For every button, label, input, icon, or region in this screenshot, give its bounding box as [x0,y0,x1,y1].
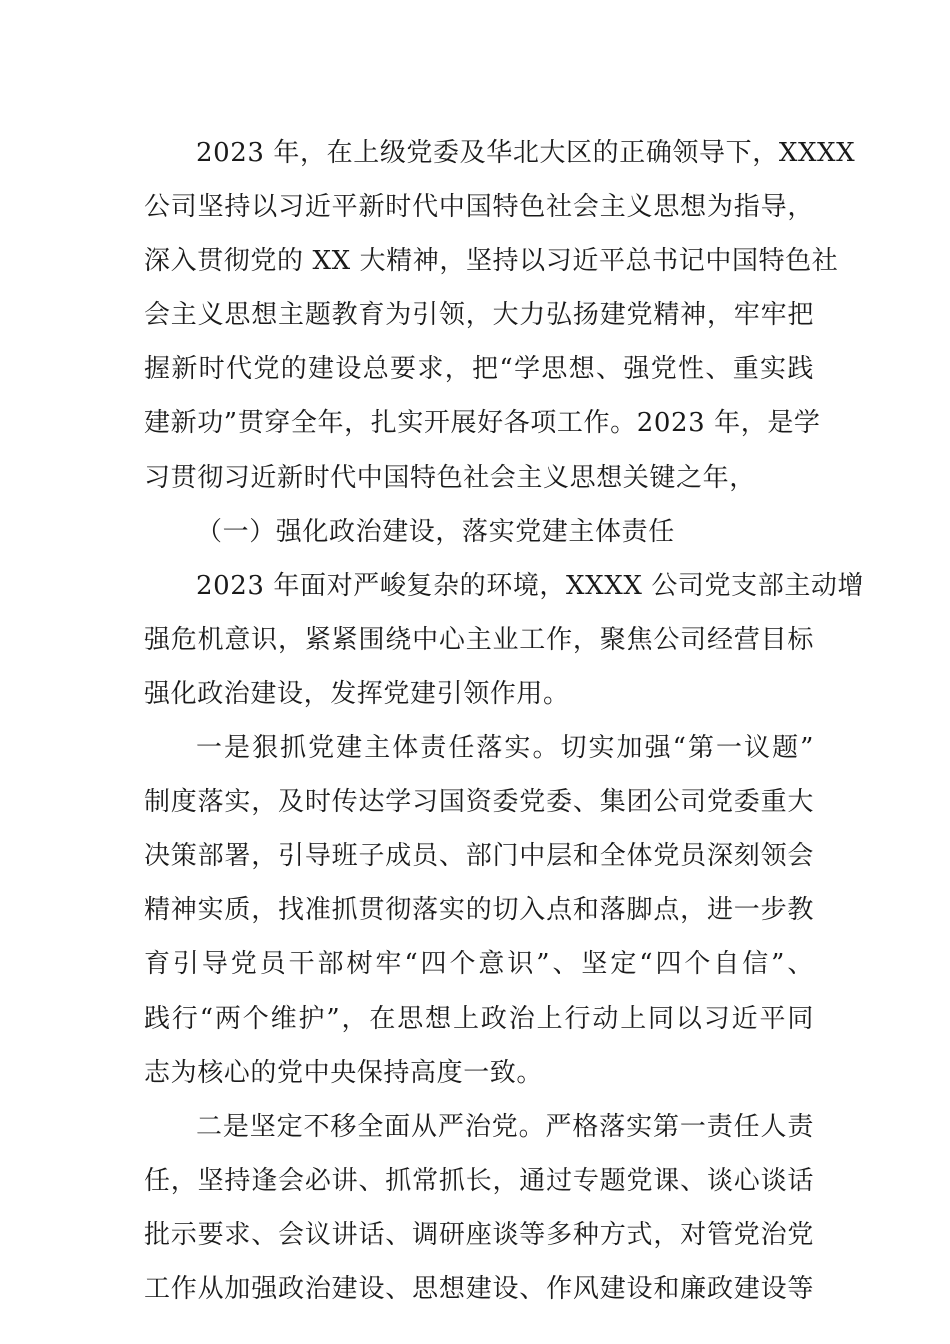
paragraph-3-line-3: 决策部署，引导班子成员、部门中层和全体党员深刻领会 [144,841,814,872]
paragraph-4-line-1: 二是坚定不移全面从严治党。严格落实第一责任人责 [196,1111,814,1142]
paragraph-1-line-3: 深入贯彻党的 XX 大精神，坚持以习近平总书记中国特色社 [144,246,839,277]
paragraph-3-line-2: 制度落实，及时传达学习国资委党委、集团公司党委重大 [144,787,814,818]
paragraph-3-line-4: 精神实质，找准抓贯彻落实的切入点和落脚点，进一步教 [144,895,814,926]
paragraph-3-line-6: 践行“两个维护”，在思想上政治上行动上同以习近平同 [144,1003,814,1034]
document-body [144,126,865,1316]
paragraph-1-line-6: 建新功”贯穿全年，扎实开展好各项工作。2023 年，是学 [144,408,821,439]
paragraph-3-line-5: 育引导党员干部树牢“四个意识”、坚定“四个自信”、 [144,949,814,980]
paragraph-4-line-4: 工作从加强政治建设、思想建设、作风建设和廉政建设等 [144,1273,814,1304]
paragraph-1-line-2: 公司坚持以习近平新时代中国特色社会主义思想为指导， [144,192,814,223]
paragraph-3-line-1: 一是狠抓党建主体责任落实。切实加强“第一议题” [196,733,814,764]
paragraph-1-line-5: 握新时代党的建设总要求，把“学思想、强党性、重实践 [144,354,814,385]
paragraph-4-line-2: 任，坚持逢会必讲、抓常抓长，通过专题党课、谈心谈话 [144,1165,814,1196]
paragraph-2-line-1: 2023 年面对严峻复杂的环境，XXXX 公司党支部主动增 [196,570,865,601]
paragraph-1-line-4: 会主义思想主题教育为引领，大力弘扬建党精神，牢牢把 [144,300,814,331]
paragraph-2-line-3: 强化政治建设，发挥党建引领作用。 [144,678,570,709]
paragraph-1-line-1: 2023 年，在上级党委及华北大区的正确领导下，XXXX [196,138,856,168]
section-heading: （一）强化政治建设，落实党建主体责任 [196,516,675,547]
paragraph-1-line-7: 习贯彻习近新时代中国特色社会主义思想关键之年， [144,462,756,493]
paragraph-4-line-3: 批示要求、会议讲话、调研座谈等多种方式，对管党治党 [144,1219,814,1250]
paragraph-2-line-2: 强危机意识，紧紧围绕中心主业工作，聚焦公司经营目标 [144,624,814,655]
paragraph-3-line-7: 志为核心的党中央保持高度一致。 [144,1057,544,1088]
